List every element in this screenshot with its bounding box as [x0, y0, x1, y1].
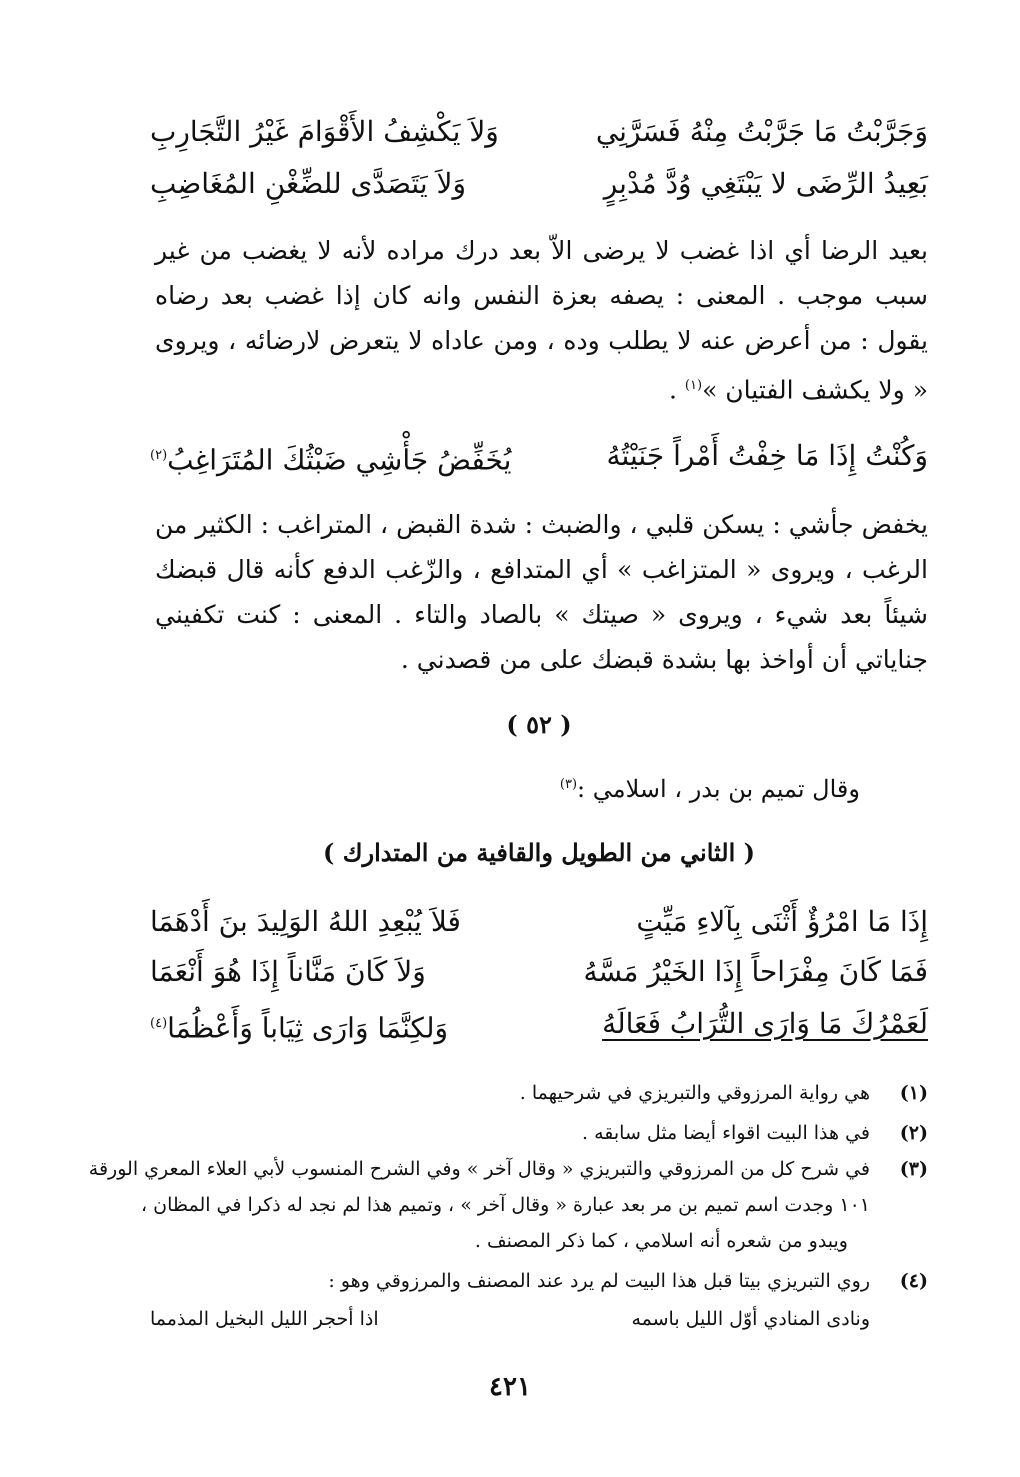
footnote-text: ١٠١ وجدت اسم تميم بن مر بعد عبارة « وقال آخر » ، وتميم هذا لم نجد له ذكرا في المظان ،	[140, 1194, 870, 1216]
verse-second-hemistich: وَلاَ يَكْشِفُ الأَقْوَامَ غَيْرُ التَّجَارِبِ	[150, 115, 499, 148]
footnote-marker: (٤)	[150, 1016, 168, 1031]
footnote-number: (١)	[899, 1082, 928, 1104]
commentary-text: بعيد الرضا أي اذا غضب لا يرضى الاّ بعد درك مراده لأنه لا يغضب من غير سبب موجب . المعنى : يصفه بعزة النفس وانه كان إذا غضب بعد رضاه يقول : من أعرض عنه لا يطلب وده ، ومن عاداه لا يتعرض لارضائه ، ويروى « ولا يكشف الفتيان »	[155, 236, 928, 405]
verse-line	[150, 162, 928, 206]
verse-line	[150, 1002, 928, 1046]
footnote-number: (٤)	[899, 1270, 928, 1292]
footnote-text: في شرح كل من المرزوقي والتبريزي « وقال آخر » وفي الشرح المنسوب لأبي العلاء المعري الورقة	[88, 1158, 870, 1180]
verse-second-hemistich	[150, 434, 511, 482]
meter-heading: ( الثاني من الطويل والقافية من المتدارك )	[323, 838, 755, 867]
verse-second-text: وَلكِنَّمَا وَارَى ثِيَاباً وَأَعْظُمَا	[167, 1011, 449, 1045]
footnote	[150, 1116, 928, 1150]
page-number: ٤٢١	[489, 1372, 531, 1402]
footnote	[150, 1264, 928, 1298]
footnote-text: ويبدو من شعره أنه اسلامي ، كما ذكر المصنف .	[474, 1230, 848, 1252]
verse-line	[150, 950, 928, 994]
verse-second-hemistich	[150, 1002, 448, 1050]
footnotes	[88, 1076, 928, 1356]
verse-first-hemistich: وَكُنْتُ إِذَا مَا خِفْتُ أَمْراً جَنَيْتُهُ	[606, 439, 928, 472]
poem-intro-text: وقال تميم بن بدر ، اسلامي :	[577, 775, 860, 803]
footnote	[150, 1076, 928, 1110]
verse-second-text: يُخَفِّضُ جَأْشِي ضَبْثُكَ المُتَرَاغِبُ	[167, 443, 512, 477]
verse-first-hemistich: بَعِيدُ الرِّضَى لا يَبْتَغِي وُدَّ مُدْبِرٍ	[603, 167, 928, 200]
poem-number: ( ٥٢ )	[506, 710, 572, 739]
poem-intro	[560, 775, 860, 803]
verse-second-hemistich: وَلاَ كَانَ مَنَّاناً إِذَا هُوَ أَنْعَمَا	[150, 955, 426, 988]
verse-first-hemistich: وَجَرَّبْتُ مَا جَرَّبْتُ مِنْهُ فَسَرَّنِي	[595, 115, 928, 148]
footnote-number: (٣)	[899, 1158, 928, 1180]
footnote	[88, 1152, 928, 1186]
footnote-marker: (٢)	[150, 448, 168, 463]
footnote-text: هي رواية المرزوقي والتبريزي في شرحيهما .	[519, 1082, 870, 1104]
commentary-paragraph	[155, 502, 928, 682]
commentary-paragraph	[155, 228, 928, 412]
footnote-text: روي التبريزي بيتا قبل هذا البيت لم يرد عند المصنف والمرزوقي وهو :	[328, 1270, 870, 1292]
footnote-marker: (٣)	[559, 777, 578, 792]
verse-second-hemistich: اذا أحجر الليل البخيل المذمما	[150, 1308, 379, 1330]
commentary-end: .	[669, 375, 685, 405]
footnote-verse	[150, 1302, 870, 1336]
footnote-marker: (١)	[684, 378, 703, 393]
commentary-text: يخفض جأشي : يسكن قلبي ، والضبث : شدة القبض ، المتراغب : الكثير من الرغب ، ويروى « المتزاغب » أي المتدافع ، والزّغب الدفع كأنه قال قبضك شيئاً بعد شيء ، ويروى « صيتك » بالصاد والتاء . المعنى : كنت تكفيني جناياتي أن أواخذ بها بشدة قبضك على من قصدني .	[155, 510, 928, 674]
verse-first-hemistich: ونادى المنادي أوّل الليل باسمه	[631, 1308, 870, 1330]
verse-line	[150, 900, 928, 944]
verse-second-hemistich: وَلاَ يَتَصَدَّى للضِّغْنِ المُغَاضِبِ	[150, 167, 467, 200]
verse-second-hemistich: فَلاَ يُبْعِدِ اللهُ الوَلِيدَ بنَ أَدْهَمَا	[150, 905, 461, 938]
verse-first-hemistich: لَعَمْرُكَ مَا وَارَى التُّرَابُ فَعَالَهُ	[602, 1007, 928, 1040]
verse-first-hemistich: فَمَا كَانَ مِفْرَاحاً إِذَا الخَيْرُ مَسَّهُ	[583, 955, 928, 988]
verse-line	[150, 434, 928, 478]
verse-first-hemistich: إِذَا مَا امْرُؤٌ أَثْنَى بِآلاءِ مَيِّتٍ	[636, 905, 928, 938]
footnote-text: في هذا البيت اقواء أيضا مثل سابقه .	[581, 1122, 870, 1144]
footnote-number: (٢)	[899, 1122, 928, 1144]
verse-line	[150, 110, 928, 154]
